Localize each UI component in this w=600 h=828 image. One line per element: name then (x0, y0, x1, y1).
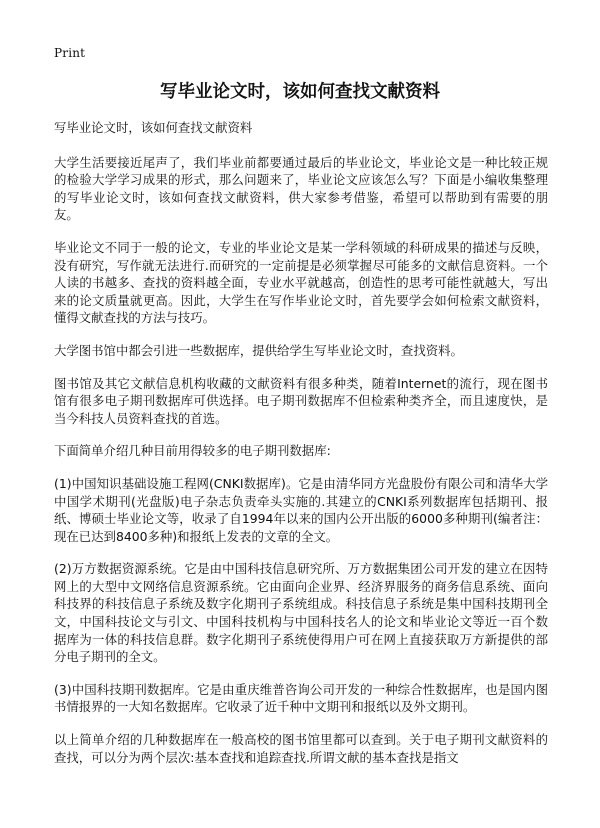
print-label[interactable]: Print (54, 46, 86, 60)
page-title: 写毕业论文时，该如何查找文献资料 (160, 82, 440, 102)
article-subtitle: 写毕业论文时，该如何查找文献资料 (54, 120, 253, 135)
paragraph-electronic-journals: 图书馆及其它文献信息机构收藏的文献资料有很多种类，随着Internet的流行，现在图书馆有很多电子期刊数据库可供选择。电子期刊数据库不但检索种类齐全，而且速度快，是当今科技人员资料查找的首选。 (54, 375, 548, 426)
paragraph-wanfang: (2)万方数据资源系统。它是由中国科技信息研究所、万方数据集团公司开发的建立在因特网上的大型中文网络信息资源系统。它由面向企业界、经济界服务的商务信息系统、面向科技界的科技信息子系统及数字化期刊子系统组成。科技信息子系统是集中国科技期刊全文，中国科技论文与引文、中国科技机构与中国科技名人的论文和毕业论文等近一百个数据库为一体的科技信息群。数字化期刊子系统使得用户可在网上直接获取万方新提供的部分电子期刊的全文。 (54, 561, 548, 665)
paragraph-cnki: (1)中国知识基础设施工程网(CNKI数据库)。它是由清华同方光盘股份有限公司和清华大学中国学术期刊(光盘版)电子杂志负责牵头实施的.其建立的CNKI系列数据库包括期刊、报纸、博硕士毕业论文等，收录了自1994年以来的国内公开出版的6000多种期刊(编者注：现在已达到8400多种)和报纸上发表的文章的全文。 (54, 475, 548, 544)
paragraph-intro: 大学生活要接近尾声了，我们毕业前都要通过最后的毕业论文，毕业论文是一种比较正规的检验大学学习成果的形式，那么问题来了，毕业论文应该怎么写？下面是小编收集整理的写毕业论文时，该如何查找文献资料，供大家参考借鉴，希望可以帮助到有需要的朋友。 (54, 154, 548, 223)
paragraph-vip: (3)中国科技期刊数据库。它是由重庆维普咨询公司开发的一种综合性数据库，也是国内图书情报界的一大知名数据库。它收录了近千种中文期刊和报纸以及外文期刊。 (54, 681, 548, 715)
paragraph-database-intro: 下面简单介绍几种目前用得较多的电子期刊数据库: (54, 443, 331, 459)
article-body (54, 119, 548, 781)
paragraph-literature-importance: 毕业论文不同于一般的论文，专业的毕业论文是某一学科领域的科研成果的描述与反映，没有研究，写作就无法进行.而研究的一定前提是必须掌握尽可能多的文献信息资料。一个人读的书越多、查找的资料越全面，专业水平就越高，创造性的思考可能性就越大，写出来的论文质量就更高。因此，大学生在写作毕业论文时，首先要学会如何检索文献资料，懂得文献查找的方法与技巧。 (54, 239, 548, 326)
paragraph-library-databases: 大学图书馆中都会引进一些数据库，提供给学生写毕业论文时，查找资料。 (54, 342, 463, 358)
paragraph-search-levels: 以上简单介绍的几种数据库在一般高校的图书馆里都可以查到。关于电子期刊文献资料的查找，可以分为两个层次:基本查找和追踪查找.所谓文献的基本查找是指文 (54, 732, 548, 765)
